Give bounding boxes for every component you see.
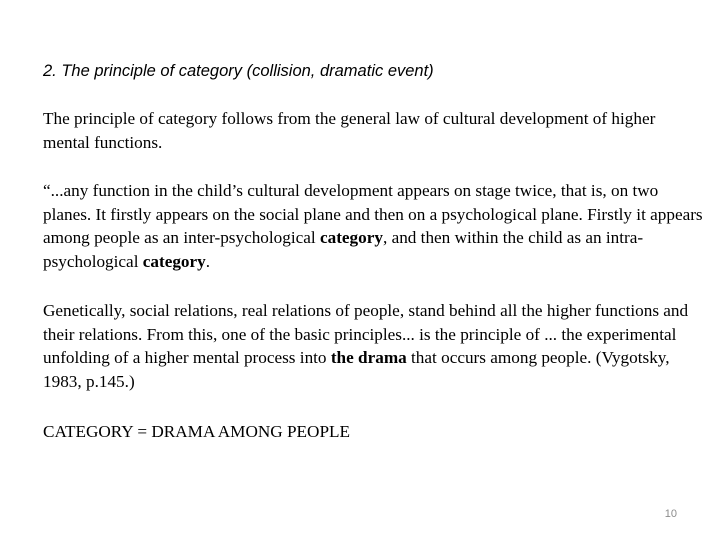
quote-text-2: , and then within the child as an intra-psychological bbox=[43, 228, 644, 271]
paragraph-equation: CATEGORY = DRAMA AMONG PEOPLE bbox=[43, 422, 351, 441]
quote-bold-category-1: category bbox=[319, 228, 383, 248]
quote-text-3: . bbox=[205, 251, 211, 271]
paragraph-intro: The principle of category follows from the general law of cultural development of higher mental functions. bbox=[43, 109, 656, 152]
paragraph-genetically bbox=[43, 299, 703, 393]
quote-bold-category-2: category bbox=[142, 251, 206, 271]
quote-text-1: “...any function in the child’s cultural development appears on stage twice, that is, on two planes. It firstly appears on the social plane and then on a psychological plane. Firstly it appears among people as an inter-psychological bbox=[43, 181, 703, 248]
genetically-text-2: that occurs among people. (Vygotsky, 1983, p.145.) bbox=[43, 348, 670, 391]
page-number: 10 bbox=[664, 508, 677, 520]
genetically-text-1: Genetically, social relations, real relations of people, stand behind all the higher functions and their relations. From this, one of the basic principles... is the principle of ... the experimental unfolding of a higher mental process into bbox=[43, 301, 689, 368]
genetically-bold-drama: the drama bbox=[330, 348, 407, 368]
paragraph-quote bbox=[43, 179, 703, 273]
slide-heading: 2. The principle of category (collision, dramatic event) bbox=[43, 62, 434, 80]
